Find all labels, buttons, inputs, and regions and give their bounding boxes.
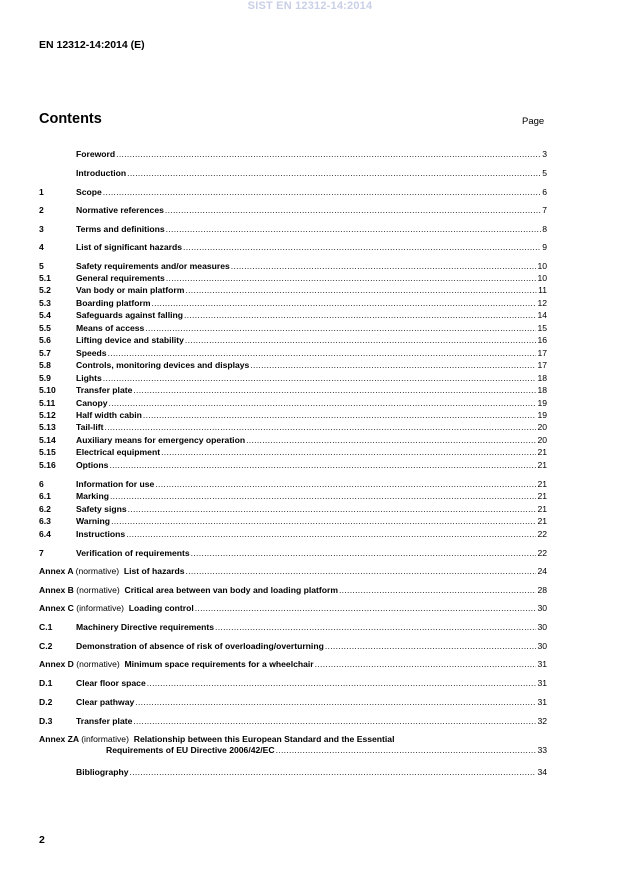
toc-entry[interactable]	[39, 601, 547, 613]
toc-entry[interactable]	[39, 283, 547, 295]
watermark: SIST EN 12312-14:2014	[247, 0, 373, 12]
toc-entry[interactable]	[39, 420, 547, 432]
annex-qualifier: (normative)	[76, 659, 120, 669]
toc-entry-number: 5.8	[39, 360, 51, 370]
toc-leader-dots	[111, 516, 536, 526]
toc-leader-dots	[185, 335, 537, 345]
toc-entry-page: 12	[537, 298, 547, 308]
toc-entry-title: Information for use	[76, 479, 155, 489]
toc-entry-title: Means of access	[76, 323, 145, 333]
toc-entry-page: 31	[537, 678, 547, 688]
toc-leader-dots	[339, 585, 536, 595]
toc-entry-page: 14	[537, 310, 547, 320]
toc-entry-page: 7	[542, 205, 547, 215]
toc-entry-page: 21	[537, 479, 547, 489]
toc-entry[interactable]	[39, 371, 547, 383]
toc-entry-page: 10	[537, 261, 547, 271]
toc-leader-dots	[108, 348, 537, 358]
toc-entry-title: Bibliography	[76, 767, 129, 777]
toc-entry-page: 19	[537, 410, 547, 420]
toc-entry-page: 21	[537, 447, 547, 457]
annex-title: Minimum space requirements for a wheelchair	[124, 659, 314, 669]
toc-entry-title: Clear pathway	[76, 697, 135, 707]
toc-leader-dots	[315, 659, 537, 669]
page-title: Contents	[39, 111, 102, 127]
toc-entry-page: 6	[542, 187, 547, 197]
toc-entry-title: Clear floor space	[76, 678, 146, 688]
toc-entry-title: Instructions	[76, 529, 126, 539]
toc-entry-page: 16	[537, 335, 547, 345]
toc-entry-page: 11	[538, 285, 547, 295]
toc-entry-page: 20	[537, 422, 547, 432]
toc-leader-dots	[126, 529, 536, 539]
toc-entry[interactable]	[39, 714, 547, 726]
toc-entry[interactable]	[39, 477, 547, 489]
annex-qualifier: (informative)	[76, 603, 125, 613]
toc-entry[interactable]	[39, 308, 547, 320]
toc-leader-dots	[147, 678, 537, 688]
toc-entry-page: 22	[537, 548, 547, 558]
toc-entry-page: 20	[537, 435, 547, 445]
toc-entry-title: Van body or main platform	[76, 285, 185, 295]
toc-entry-number: 5.13	[39, 422, 56, 432]
toc-leader-dots	[215, 622, 536, 632]
toc-entry-title: Safety requirements and/or measures	[76, 261, 230, 271]
toc-entry[interactable]	[39, 358, 547, 370]
toc-entry-page: 8	[542, 224, 547, 234]
toc-entry-title-continued: Requirements of EU Directive 2006/42/EC	[106, 745, 275, 755]
toc-entry-page: 21	[537, 460, 547, 470]
toc-entry-title: Demonstration of absence of risk of overloading/overturning	[76, 641, 324, 651]
toc-entry-number: D.1	[39, 678, 53, 688]
toc-leader-dots	[246, 435, 536, 445]
annex-qualifier: (normative)	[76, 585, 120, 595]
toc-entry[interactable]	[39, 321, 547, 333]
toc-entry[interactable]	[39, 527, 547, 539]
toc-entry-page: 18	[537, 373, 547, 383]
toc-leader-dots	[183, 242, 541, 252]
toc-entry-number: D.3	[39, 716, 53, 726]
toc-entry[interactable]	[39, 296, 547, 308]
toc-entry-number: 5.14	[39, 435, 56, 445]
toc-entry[interactable]	[39, 185, 547, 197]
toc-entry[interactable]	[39, 639, 547, 651]
toc-entry-title: Machinery Directive requirements	[76, 622, 215, 632]
toc-entry-number: 3	[39, 224, 44, 234]
toc-leader-dots	[161, 447, 536, 457]
toc-entry-page: 18	[537, 385, 547, 395]
toc-leader-dots	[191, 548, 537, 558]
annex-label: Annex A	[39, 566, 74, 576]
toc-entry-number: 7	[39, 548, 44, 558]
toc-entry-title: Tail-lift	[76, 422, 104, 432]
toc-entry-title	[39, 585, 338, 595]
annex-title: List of hazards	[123, 566, 185, 576]
toc-entry-title: Canopy	[76, 398, 108, 408]
toc-entry-page: 30	[537, 641, 547, 651]
toc-entry-page: 17	[537, 348, 547, 358]
toc-entry-page: 32	[537, 716, 547, 726]
toc-entry-title: Electrical equipment	[76, 447, 161, 457]
toc-entry-number: C.2	[39, 641, 53, 651]
toc-leader-dots	[109, 398, 537, 408]
toc-leader-dots	[185, 285, 537, 295]
toc-entry-title	[39, 659, 314, 669]
toc-leader-dots	[143, 410, 537, 420]
toc-leader-dots	[276, 745, 537, 755]
toc-entry[interactable]	[39, 546, 547, 558]
toc-entry-page: 22	[537, 529, 547, 539]
toc-entry-page: 17	[537, 360, 547, 370]
toc-entry-number: 5.11	[39, 398, 56, 408]
toc-entry-title: Transfer plate	[76, 716, 133, 726]
toc-leader-dots	[145, 323, 536, 333]
toc-entry-page: 15	[537, 323, 547, 333]
toc-entry-number: 1	[39, 187, 44, 197]
toc-entry[interactable]	[39, 695, 547, 707]
toc-entry-title: Marking	[76, 491, 109, 501]
toc-entry-number: 5.15	[39, 447, 56, 457]
toc-entry-page: 33	[537, 745, 547, 755]
toc-entry[interactable]	[39, 222, 547, 234]
toc-leader-dots	[195, 603, 537, 613]
toc-entry-title: Options	[76, 460, 109, 470]
toc-entry-page: 24	[537, 566, 547, 576]
toc-leader-dots	[105, 422, 537, 432]
toc-entry-number: 2	[39, 205, 44, 215]
toc-entry-title: Safety signs	[76, 504, 127, 514]
toc-entry-title: Lights	[76, 373, 102, 383]
toc-entry[interactable]	[39, 502, 547, 514]
toc-entry-number: 6.2	[39, 504, 51, 514]
toc-entry-title: Lifting device and stability	[76, 335, 184, 345]
toc-entry-number: 5.7	[39, 348, 51, 358]
toc-entry[interactable]	[39, 396, 547, 408]
toc-leader-dots	[165, 205, 541, 215]
annex-qualifier: (normative)	[75, 566, 120, 576]
toc-entry-page: 21	[537, 516, 547, 526]
toc-entry[interactable]	[39, 564, 547, 576]
toc-entry[interactable]	[39, 583, 547, 595]
toc-entry-page: 10	[537, 273, 547, 283]
toc-entry[interactable]	[39, 676, 547, 688]
document-id: EN 12312-14:2014 (E)	[39, 39, 145, 51]
toc-leader-dots	[186, 566, 537, 576]
toc-entry-number: C.1	[39, 622, 53, 632]
toc-entry-number: 5.10	[39, 385, 56, 395]
toc-entry[interactable]	[39, 259, 547, 271]
toc-leader-dots	[103, 373, 537, 383]
toc-entry-page: 28	[537, 585, 547, 595]
toc-entry-continuation[interactable]	[39, 743, 547, 755]
toc-entry[interactable]	[39, 346, 547, 358]
toc-entry-title: List of significant hazards	[76, 242, 183, 252]
toc-entry-page: 31	[537, 697, 547, 707]
toc-entry[interactable]	[39, 489, 547, 501]
toc-entry[interactable]	[39, 383, 547, 395]
annex-title: Critical area between van body and loading platform	[124, 585, 338, 595]
toc-entry-title: Auxiliary means for emergency operation	[76, 435, 246, 445]
toc-leader-dots	[109, 460, 536, 470]
toc-leader-dots	[127, 168, 541, 178]
toc-entry-page: 30	[537, 603, 547, 613]
toc-leader-dots	[103, 187, 541, 197]
toc-entry-number: 5.9	[39, 373, 51, 383]
toc-entry[interactable]	[39, 765, 547, 777]
toc-entry-title: Warning	[76, 516, 111, 526]
toc-entry-number: 5.3	[39, 298, 51, 308]
toc-entry[interactable]	[39, 271, 547, 283]
page-column-label: Page	[522, 116, 545, 127]
toc-leader-dots	[135, 697, 536, 707]
toc-entry-title: Normative references	[76, 205, 164, 215]
toc-entry-title: General requirements	[76, 273, 165, 283]
toc-leader-dots	[116, 149, 541, 159]
toc-entry[interactable]	[39, 458, 547, 470]
toc-entry-title: Foreword	[76, 149, 116, 159]
toc-leader-dots	[231, 261, 537, 271]
toc-entry[interactable]	[39, 240, 547, 252]
toc-entry[interactable]	[39, 514, 547, 526]
toc-entry-number: 5.12	[39, 410, 56, 420]
toc-entry-title: Introduction	[76, 168, 127, 178]
toc-leader-dots	[133, 385, 536, 395]
toc-entry-number: 6	[39, 479, 44, 489]
toc-leader-dots	[110, 491, 536, 501]
toc-entry[interactable]	[39, 408, 547, 420]
toc-leader-dots	[128, 504, 537, 514]
toc-leader-dots	[166, 224, 542, 234]
annex-label: Annex D	[39, 659, 74, 669]
toc-entry-number: 5.2	[39, 285, 51, 295]
toc-entry-title	[39, 566, 185, 576]
toc-entry-number: 5.5	[39, 323, 51, 333]
toc-entry-title: Transfer plate	[76, 385, 133, 395]
toc-entry-number: 6.1	[39, 491, 51, 501]
toc-entry-title: Scope	[76, 187, 102, 197]
toc-leader-dots	[155, 479, 536, 489]
toc-leader-dots	[166, 273, 537, 283]
toc-entry-page: 21	[537, 491, 547, 501]
toc-entry-page: 19	[537, 398, 547, 408]
annex-title: Relationship between this European Standard and the Essential	[133, 734, 395, 744]
annex-label: Annex C	[39, 603, 74, 613]
toc-leader-dots	[184, 310, 536, 320]
toc-entry[interactable]	[39, 620, 547, 632]
toc-entry-page: 30	[537, 622, 547, 632]
annex-qualifier: (informative)	[81, 734, 129, 744]
toc-entry[interactable]	[39, 166, 547, 178]
annex-title: Loading control	[128, 603, 194, 613]
toc-entry[interactable]	[39, 445, 547, 457]
toc-entry-page: 5	[542, 168, 547, 178]
toc-entry-number: 5.6	[39, 335, 51, 345]
toc-entry-title	[39, 603, 194, 613]
toc-leader-dots	[130, 767, 537, 777]
toc-entry-number: 6.3	[39, 516, 51, 526]
toc-entry-page: 3	[542, 149, 547, 159]
toc-entry-number: 6.4	[39, 529, 51, 539]
annex-label: Annex ZA	[39, 734, 79, 744]
toc-entry[interactable]	[39, 203, 547, 215]
toc-entry-title: Boarding platform	[76, 298, 151, 308]
toc-entry[interactable]	[39, 147, 547, 159]
toc-entry[interactable]	[39, 333, 547, 345]
toc-entry-number: D.2	[39, 697, 53, 707]
toc-leader-dots	[325, 641, 537, 651]
toc-leader-dots	[151, 298, 536, 308]
toc-entry-page: 34	[537, 767, 547, 777]
toc-entry[interactable]	[39, 657, 547, 669]
annex-label: Annex B	[39, 585, 74, 595]
toc-entry[interactable]	[39, 433, 547, 445]
toc-leader-dots	[133, 716, 536, 726]
toc-leader-dots	[250, 360, 536, 370]
toc-entry-page: 31	[537, 659, 547, 669]
toc-entry-title: Verification of requirements	[76, 548, 190, 558]
page-number: 2	[39, 834, 45, 846]
toc-entry-number: 5.4	[39, 310, 51, 320]
toc-entry-page: 9	[542, 242, 547, 252]
toc-entry-number: 5	[39, 261, 44, 271]
toc-entry-title: Controls, monitoring devices and displays	[76, 360, 250, 370]
toc-entry-title: Terms and definitions	[76, 224, 165, 234]
toc-entry-number: 5.16	[39, 460, 56, 470]
toc-entry-page: 21	[537, 504, 547, 514]
toc-entry-number: 5.1	[39, 273, 51, 283]
toc-entry-title: Safeguards against falling	[76, 310, 183, 320]
toc-entry-title: Half width cabin	[76, 410, 142, 420]
toc-entry-number: 4	[39, 242, 44, 252]
toc-entry-title: Speeds	[76, 348, 107, 358]
